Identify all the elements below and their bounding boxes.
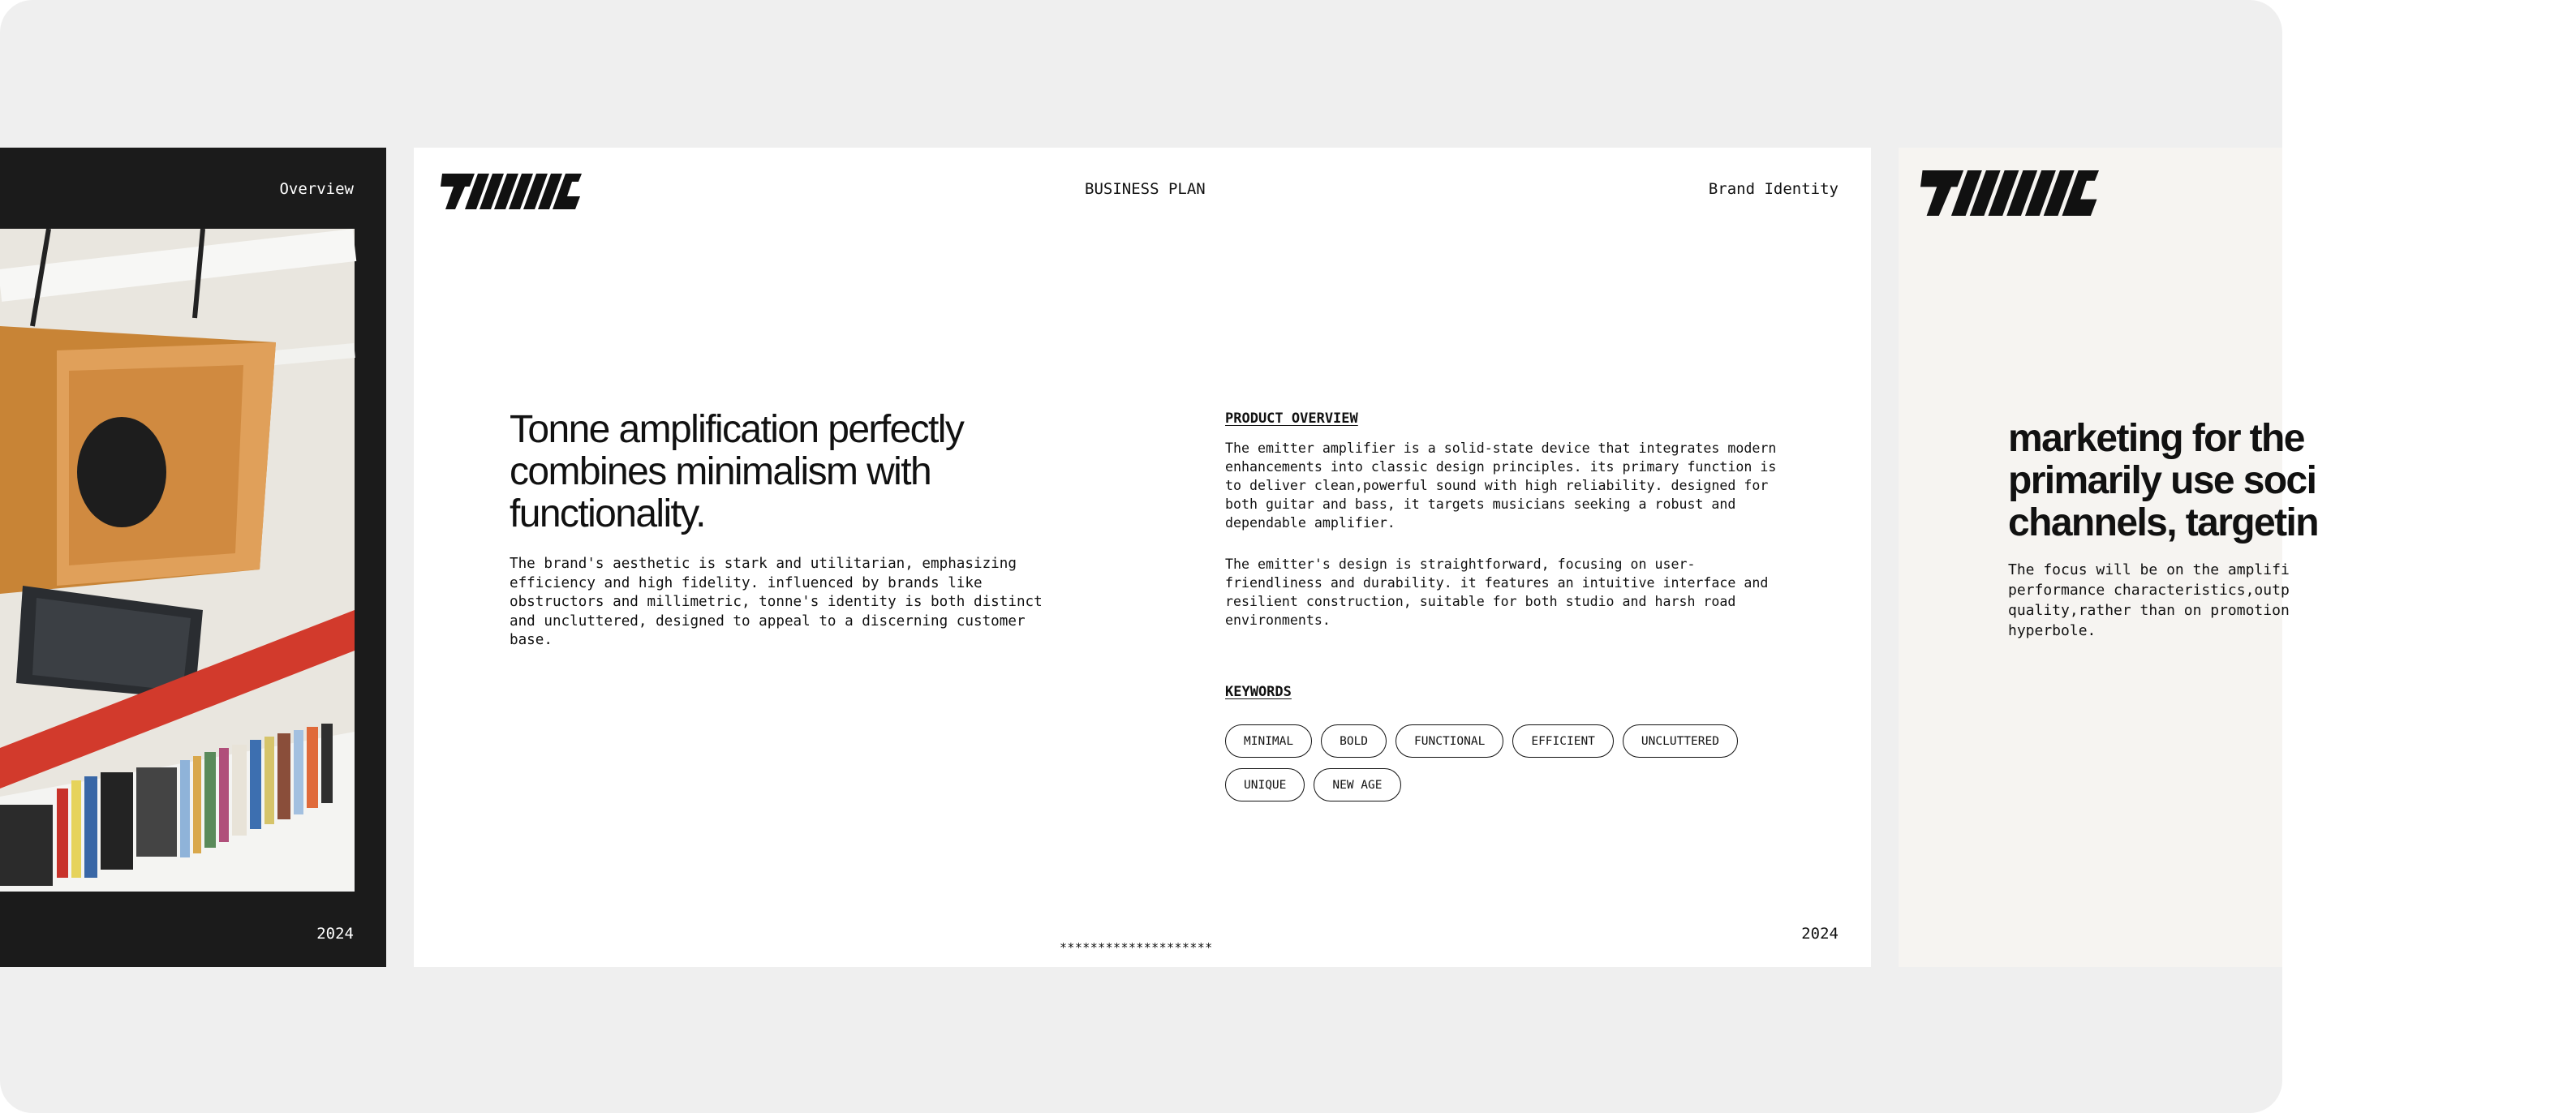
keywords-heading: KEYWORDS [1225,684,1292,700]
business-plan-slide[interactable] [414,148,1871,967]
headline-line: channels, targetin [2008,501,2318,544]
keyword-tag: NEW AGE [1314,768,1400,801]
header-title: BUSINESS PLAN [1085,180,1206,198]
slide-label: Overview [279,180,354,198]
tonne-logo-icon [441,174,582,209]
keyword-tag: MINIMAL [1225,724,1312,758]
product-overview-paragraph: The emitter amplifier is a solid-state device that integrates modern enhancements into classic design principles. its primary function is to deliver clean,powerful sound with high reliability. designed for both guitar and bass, it targets musicians seeking a robust and dependable amplifier. [1225,440,1777,531]
intro-paragraph: The brand's aesthetic is stark and utilitarian, emphasizing efficiency and high fidelity. influenced by brands like obstructors and millimetric, tonne's identity is both distinct and uncluttered, designed to appeal to a discerning customer base. [510,556,1043,648]
footer-dots: ******************** [1060,940,1213,955]
slide-headline: Tonne amplification perfectly combines minimalism with functionality. [510,408,964,535]
keyword-tag: UNIQUE [1225,768,1305,801]
marketing-paragraph: The focus will be on the amplifi performance characteristics,outp quality,rather than on promotion hyperbole. [2008,561,2290,639]
product-overview-heading: PRODUCT OVERVIEW [1225,410,1358,427]
speaker-cabinet-photo [0,229,355,892]
keyword-tag: EFFICIENT [1512,724,1614,758]
headline-line: primarily use soci [2008,459,2316,502]
keyword-tag: UNCLUTTERED [1623,724,1738,758]
header-section: Brand Identity [1708,180,1838,198]
keyword-tag: BOLD [1321,724,1387,758]
keyword-tag: FUNCTIONAL [1396,724,1503,758]
slide-year: 2024 [1801,925,1838,943]
slide-year: 2024 [316,925,354,943]
headline-line: marketing for the [2008,417,2304,460]
tonne-logo-icon [1920,170,2099,216]
product-design-paragraph: The emitter's design is straightforward, focusing on user-friendliness and durability. it features an intuitive interface and resilient construction, suitable for both studio and harsh road environments. [1225,556,1769,628]
slide-headline [2008,418,2576,544]
marketing-slide[interactable] [1899,148,2318,967]
overview-slide[interactable] [0,148,386,967]
keyword-tags [1225,724,1744,801]
